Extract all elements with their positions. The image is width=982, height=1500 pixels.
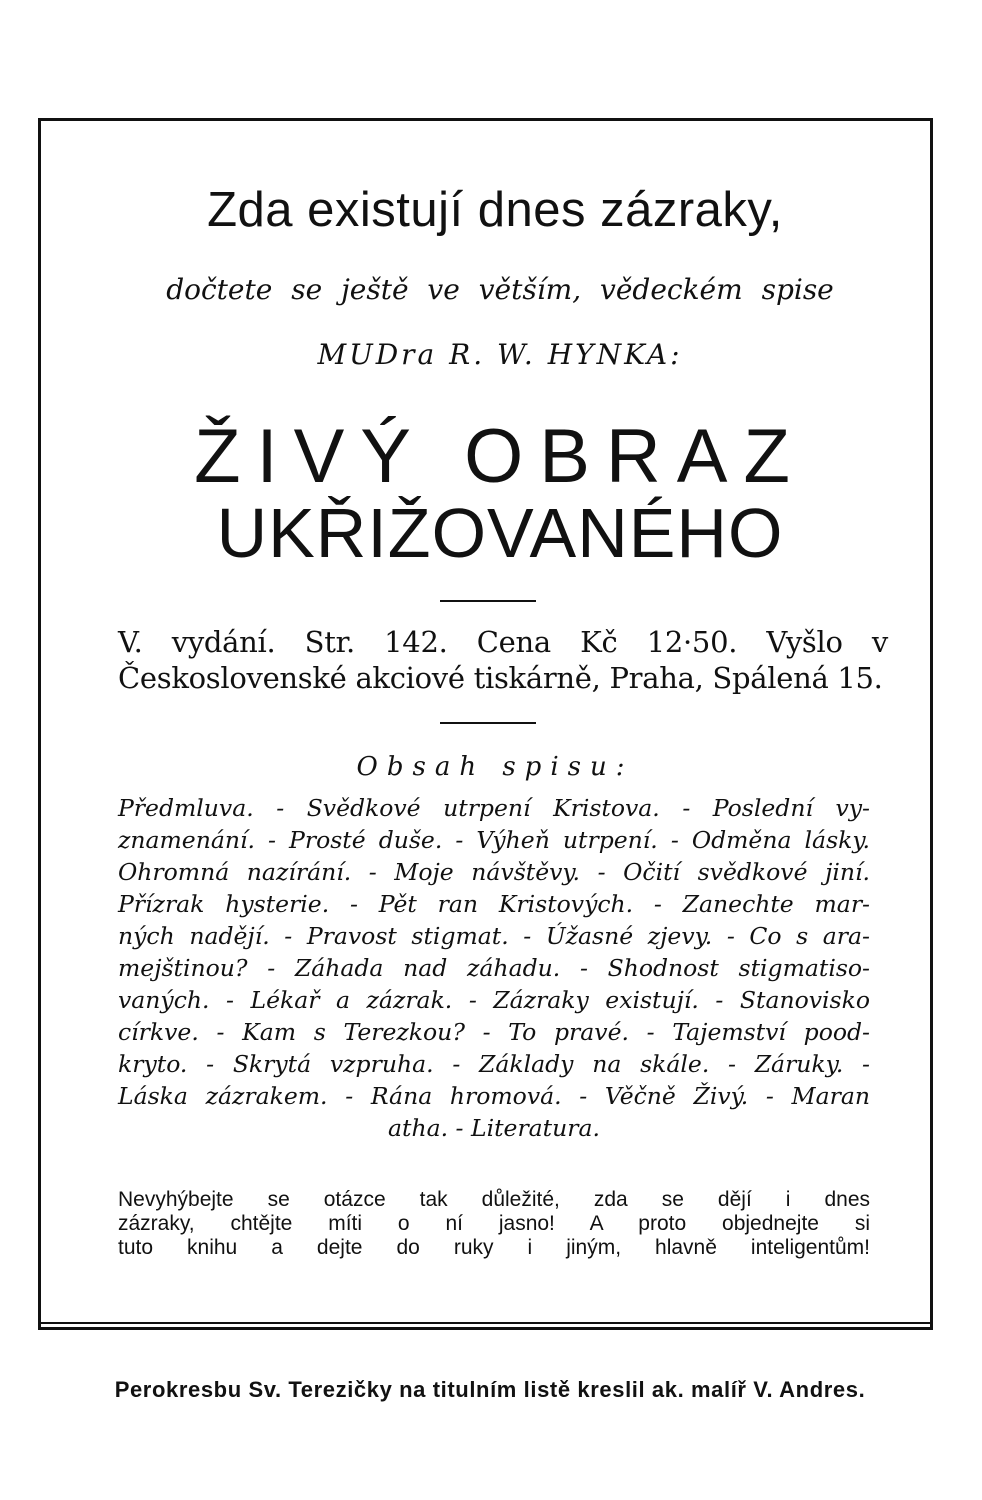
frame-bottom-rule [38,1322,933,1324]
illustration-credit: Perokresbu Sv. Terezičky na titulním listě kreslil ak. malíř V. Andres. [114,1377,866,1402]
contents-line: církve. - Kam s Terezkou? - To pravé. - Tajemství pood- [118,1018,870,1046]
contents-line: Přízrak hysterie. - Pět ran Kristových. - Zanechte mar- [118,890,870,918]
divider [440,600,536,602]
contents-line: vaných. - Lékař a zázrak. - Zázraky existují. - Stanovisko [118,986,870,1014]
appeal-line: Nevyhýbejte se otázce tak důležité, zda se dějí i dnes [118,1188,870,1211]
contents-list [118,792,870,1144]
book-title-line-1: ŽIVÝ OBRAZ [194,414,806,499]
appeal-paragraph [118,1188,870,1260]
contents-line: Láska zázrakem. - Rána hromová. - Věčně Živý. - Maran [118,1082,870,1110]
book-title-line-2: UKŘIŽOVANÉHO [216,494,784,572]
contents-line: znamenání. - Prosté duše. - Výheň utrpení. - Odměna lásky. [118,826,870,854]
divider [440,722,536,724]
contents-heading: Obsah spisu: [356,752,634,782]
contents-line: atha. - Literatura. [388,1114,600,1142]
subline: dočtete se ještě ve větším, vědeckém spise [166,273,834,306]
appeal-line: zázraky, chtějte míti o ní jasno! A proto objednejte si [118,1212,870,1235]
headline: Zda existují dnes zázraky, [207,183,783,237]
contents-line: Předmluva. - Svědkové utrpení Kristova. - Poslední vy- [118,794,870,822]
contents-line: ných nadějí. - Pravost stigmat. - Úžasné zjevy. - Co s ara- [118,922,870,950]
contents-line: kryto. - Skrytá vzpruha. - Základy na skále. - Záruky. - [118,1050,870,1078]
appeal-line: tuto knihu a dejte do ruky i jiným, hlavně inteligentům! [118,1236,870,1259]
publication-info: V. vydání. Str. 142. Cena Kč 12·50. Vyšlo v Československé akciové tiskárně, Praha, Spálená 15. [118,625,888,695]
contents-line: mejštinou? - Záhada nad záhadu. - Shodnost stigmatiso- [118,954,870,982]
author-line: MUDra R. W. HYNKA: [317,338,683,371]
contents-line: Ohromná nazírání. - Moje návštěvy. - Očití svědkové jiní. [118,858,870,886]
